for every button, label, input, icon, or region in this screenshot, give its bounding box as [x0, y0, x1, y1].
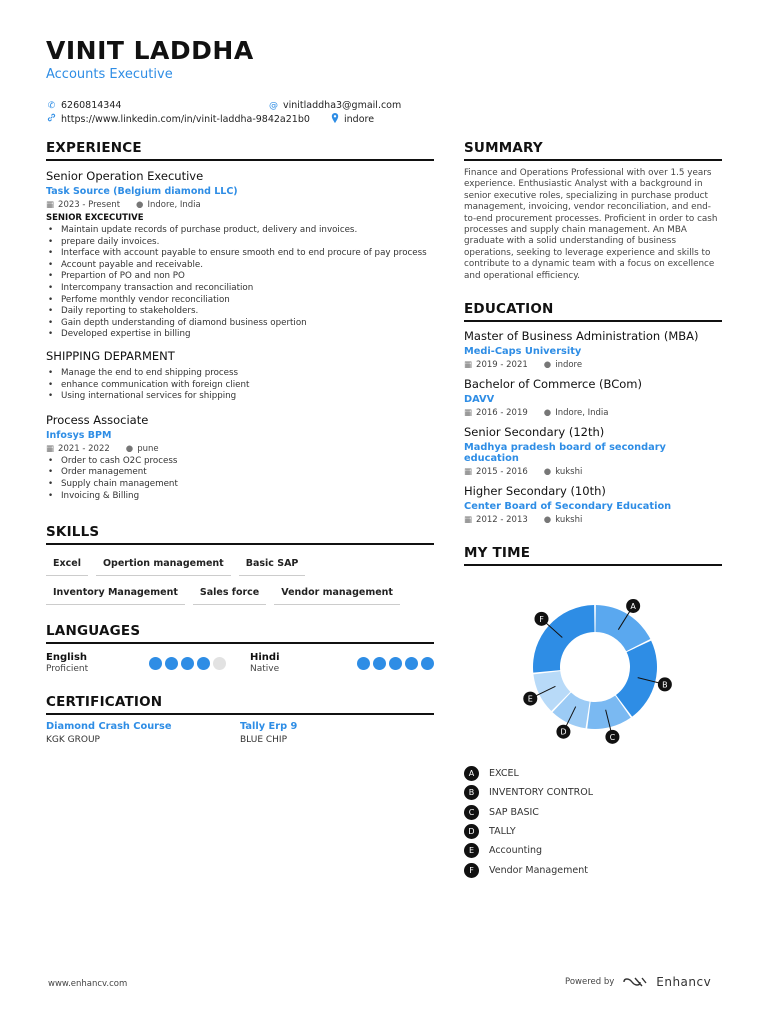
at-icon: @	[269, 100, 278, 111]
language-name: English	[46, 652, 88, 664]
language-rating	[149, 657, 226, 670]
legend-badge: F	[464, 863, 479, 878]
legend-label: TALLY	[489, 826, 516, 838]
contact-phone	[47, 100, 121, 111]
job-title: SHIPPING DEPARMENT	[46, 348, 175, 363]
education-school: Center Board of Secondary Education	[464, 501, 672, 513]
education-dates: 2012 - 2013	[476, 515, 528, 526]
job-bullets	[46, 456, 434, 502]
education-degree: Senior Secondary (12th)	[464, 425, 605, 440]
education-meta	[464, 360, 722, 370]
phone-icon: ✆	[47, 100, 56, 111]
skill-tag: Basic SAP	[239, 553, 306, 576]
job-dates: 2023 - Present	[58, 200, 121, 210]
education-location: kukshi	[555, 515, 583, 526]
contact-linkedin[interactable]	[47, 113, 310, 125]
languages-list	[46, 652, 434, 678]
location-pin-icon: ●	[125, 443, 134, 454]
language-level: Native	[250, 664, 280, 675]
right-column	[464, 140, 722, 566]
bullet-item: • Prepartion of PO and non PO	[46, 271, 434, 283]
rating-dot	[181, 657, 194, 670]
bullet-item: • Account payable and receivable.	[46, 260, 434, 272]
experience-title: EXPERIENCE	[46, 140, 434, 161]
skill-tag: Sales force	[193, 582, 266, 605]
education-meta	[464, 408, 722, 418]
legend-item	[464, 860, 593, 879]
bullet-item: • Order management	[46, 467, 434, 479]
footer-site[interactable]: www.enhancv.com	[48, 979, 128, 989]
bullet-item: • Invoicing & Billing	[46, 491, 434, 503]
job-company: Task Source (Belgium diamond LLC)	[46, 186, 238, 197]
education-dates: 2015 - 2016	[476, 467, 528, 478]
bullet-item: • Order to cash O2C process	[46, 456, 434, 468]
legend-item	[464, 783, 593, 802]
candidate-role: Accounts Executive	[46, 67, 173, 82]
education-location: kukshi	[555, 467, 583, 478]
education-item	[464, 484, 722, 525]
location-pin-icon: ●	[543, 408, 552, 419]
bullet-item: • Intercompany transaction and reconciliation	[46, 283, 434, 295]
skill-tag: Opertion management	[96, 553, 231, 576]
bullet-item: • Perfome monthly vendor reconciliation	[46, 295, 434, 307]
rating-dot	[389, 657, 402, 670]
certification-name: Diamond Crash Course	[46, 721, 172, 733]
education-school: Medi-Caps University	[464, 346, 582, 358]
language-item	[250, 652, 434, 678]
certification-item	[240, 721, 434, 745]
contact-location	[330, 113, 374, 126]
location-pin-icon	[330, 113, 339, 126]
legend-label: EXCEL	[489, 768, 519, 780]
legend-label: INVENTORY CONTROL	[489, 787, 594, 799]
my-time-donut-chart	[505, 595, 685, 745]
donut-callout-letter: C	[609, 732, 616, 742]
education-school: DAVV	[464, 394, 495, 406]
brand-name: Enhancv	[656, 975, 712, 989]
education-location: indore	[555, 360, 583, 371]
legend-item	[464, 841, 593, 860]
location-pin-icon: ●	[543, 467, 552, 478]
certification-org: KGK GROUP	[46, 735, 100, 746]
skill-tag: Inventory Management	[46, 582, 185, 605]
skill-tag: Vendor management	[274, 582, 400, 605]
education-meta	[464, 467, 722, 477]
left-column	[46, 140, 434, 745]
email-text: vinitladdha3@gmail.com	[283, 100, 402, 111]
education-item	[464, 329, 722, 370]
job-dates: 2021 - 2022	[58, 443, 110, 454]
bullet-item: • enhance communication with foreign client	[46, 380, 434, 392]
language-level: Proficient	[46, 664, 89, 675]
donut-callout-letter: E	[527, 694, 533, 704]
education-item	[464, 377, 722, 418]
language-rating	[357, 657, 434, 670]
legend-badge: E	[464, 843, 479, 858]
calendar-icon: ▦	[464, 360, 473, 371]
rating-dot	[197, 657, 210, 670]
calendar-icon: ▦	[464, 515, 473, 526]
job-entry	[46, 169, 434, 341]
location-text: indore	[344, 114, 375, 125]
rating-dot	[165, 657, 178, 670]
job-entry	[46, 349, 434, 403]
legend-label: Accounting	[489, 845, 543, 857]
job-location: Indore, India	[147, 200, 201, 210]
certification-title: CERTIFICATION	[46, 694, 434, 715]
powered-by-text: Powered by	[565, 977, 615, 987]
language-name: Hindi	[250, 652, 280, 664]
bullet-item: • Interface with account payable to ensure smooth end to end procure of pay process	[46, 248, 434, 260]
bullet-item: • Gain depth understanding of diamond business opertion	[46, 318, 434, 330]
rating-dot	[405, 657, 418, 670]
job-company: Infosys BPM	[46, 429, 112, 441]
location-pin-icon: ●	[543, 515, 552, 526]
legend-item	[464, 803, 593, 822]
education-degree: Higher Secondary (10th)	[464, 484, 606, 499]
education-dates: 2016 - 2019	[476, 408, 528, 419]
legend-badge: C	[464, 805, 479, 820]
rating-dot	[373, 657, 386, 670]
rating-dot	[357, 657, 370, 670]
donut-slice-a	[595, 605, 650, 651]
my-time-legend	[464, 764, 593, 880]
legend-label: SAP BASIC	[489, 806, 539, 818]
certification-org: BLUE CHIP	[240, 735, 288, 746]
bullet-item: • prepare daily invoices.	[46, 237, 434, 249]
skills-list	[46, 553, 434, 611]
job-title: Process Associate	[46, 412, 149, 427]
education-title: EDUCATION	[464, 301, 722, 322]
rating-dot	[149, 657, 162, 670]
education-degree: Master of Business Administration (MBA)	[464, 329, 699, 344]
languages-title: LANGUAGES	[46, 623, 434, 644]
education-location: Indore, India	[555, 408, 609, 419]
summary-text: Finance and Operations Professional with over 1.5 years experience. Enthusiastic Analyst with a background in senior executive roles, specializing in purchase product management, invoicing, vendor reconciliation, and end-to-end procurement processes. Proficient in order to cash processes and supply chain management. An MBA graduate with a solid understanding of business operations, seeking to leverage experience and skills to contribute to a dynamic team with a focus on excellence and operational efficiency.	[464, 168, 718, 281]
calendar-icon: ▦	[464, 408, 473, 419]
job-location: pune	[137, 443, 159, 454]
enhancv-logo-icon	[622, 975, 648, 989]
bullet-item: • Daily reporting to stakeholders.	[46, 306, 434, 318]
my-time-title: MY TIME	[464, 545, 722, 566]
location-pin-icon: ●	[136, 200, 144, 210]
bullet-item: • Manage the end to end shipping process	[46, 368, 434, 380]
legend-badge: B	[464, 785, 479, 800]
legend-label: Vendor Management	[489, 864, 588, 876]
donut-callout-letter: B	[662, 680, 668, 690]
job-bullets	[46, 225, 434, 341]
calendar-icon: ▦	[46, 200, 55, 210]
legend-item	[464, 764, 593, 783]
education-degree: Bachelor of Commerce (BCom)	[464, 377, 642, 392]
donut-callout-letter: F	[539, 614, 544, 624]
certification-item	[46, 721, 240, 745]
legend-badge: D	[464, 824, 479, 839]
legend-item	[464, 822, 593, 841]
legend-badge: A	[464, 766, 479, 781]
certification-list	[46, 721, 434, 745]
contact-email[interactable]	[269, 100, 401, 111]
donut-callout-letter: A	[630, 601, 636, 611]
job-meta	[46, 200, 434, 210]
education-meta	[464, 515, 722, 525]
footer-branding	[565, 975, 711, 989]
bullet-item: • Maintain update records of purchase product, delivery and invoices.	[46, 225, 434, 237]
bullet-item: • Developed expertise in billing	[46, 329, 434, 341]
job-bullets	[46, 368, 434, 403]
summary-title: SUMMARY	[464, 140, 722, 161]
bullet-item: • Supply chain management	[46, 479, 434, 491]
education-school: Madhya pradesh board of secondary education	[464, 442, 666, 465]
donut-slice-b	[616, 641, 657, 717]
education-item	[464, 425, 722, 477]
job-subtitle: SENIOR EXCECUTIVE	[46, 213, 144, 223]
education-dates: 2019 - 2021	[476, 360, 528, 371]
location-pin-icon: ●	[543, 360, 552, 371]
rating-dot	[421, 657, 434, 670]
job-title: Senior Operation Executive	[46, 169, 204, 183]
link-icon	[47, 113, 56, 125]
job-meta	[46, 444, 434, 454]
skill-tag: Excel	[46, 553, 88, 576]
certification-name: Tally Erp 9	[240, 721, 298, 733]
language-item	[46, 652, 250, 678]
job-entry	[46, 413, 434, 502]
bullet-item: • Using international services for shipping	[46, 391, 434, 403]
calendar-icon: ▦	[464, 467, 473, 478]
phone-text: 6260814344	[61, 100, 122, 111]
calendar-icon: ▦	[46, 443, 55, 454]
candidate-name: VINIT LADDHA	[46, 36, 254, 65]
donut-callout-letter: D	[560, 727, 567, 737]
rating-dot	[213, 657, 226, 670]
linkedin-text: https://www.linkedin.com/in/vinit-laddha-9842a21b0	[61, 113, 310, 125]
skills-title: SKILLS	[46, 524, 434, 545]
